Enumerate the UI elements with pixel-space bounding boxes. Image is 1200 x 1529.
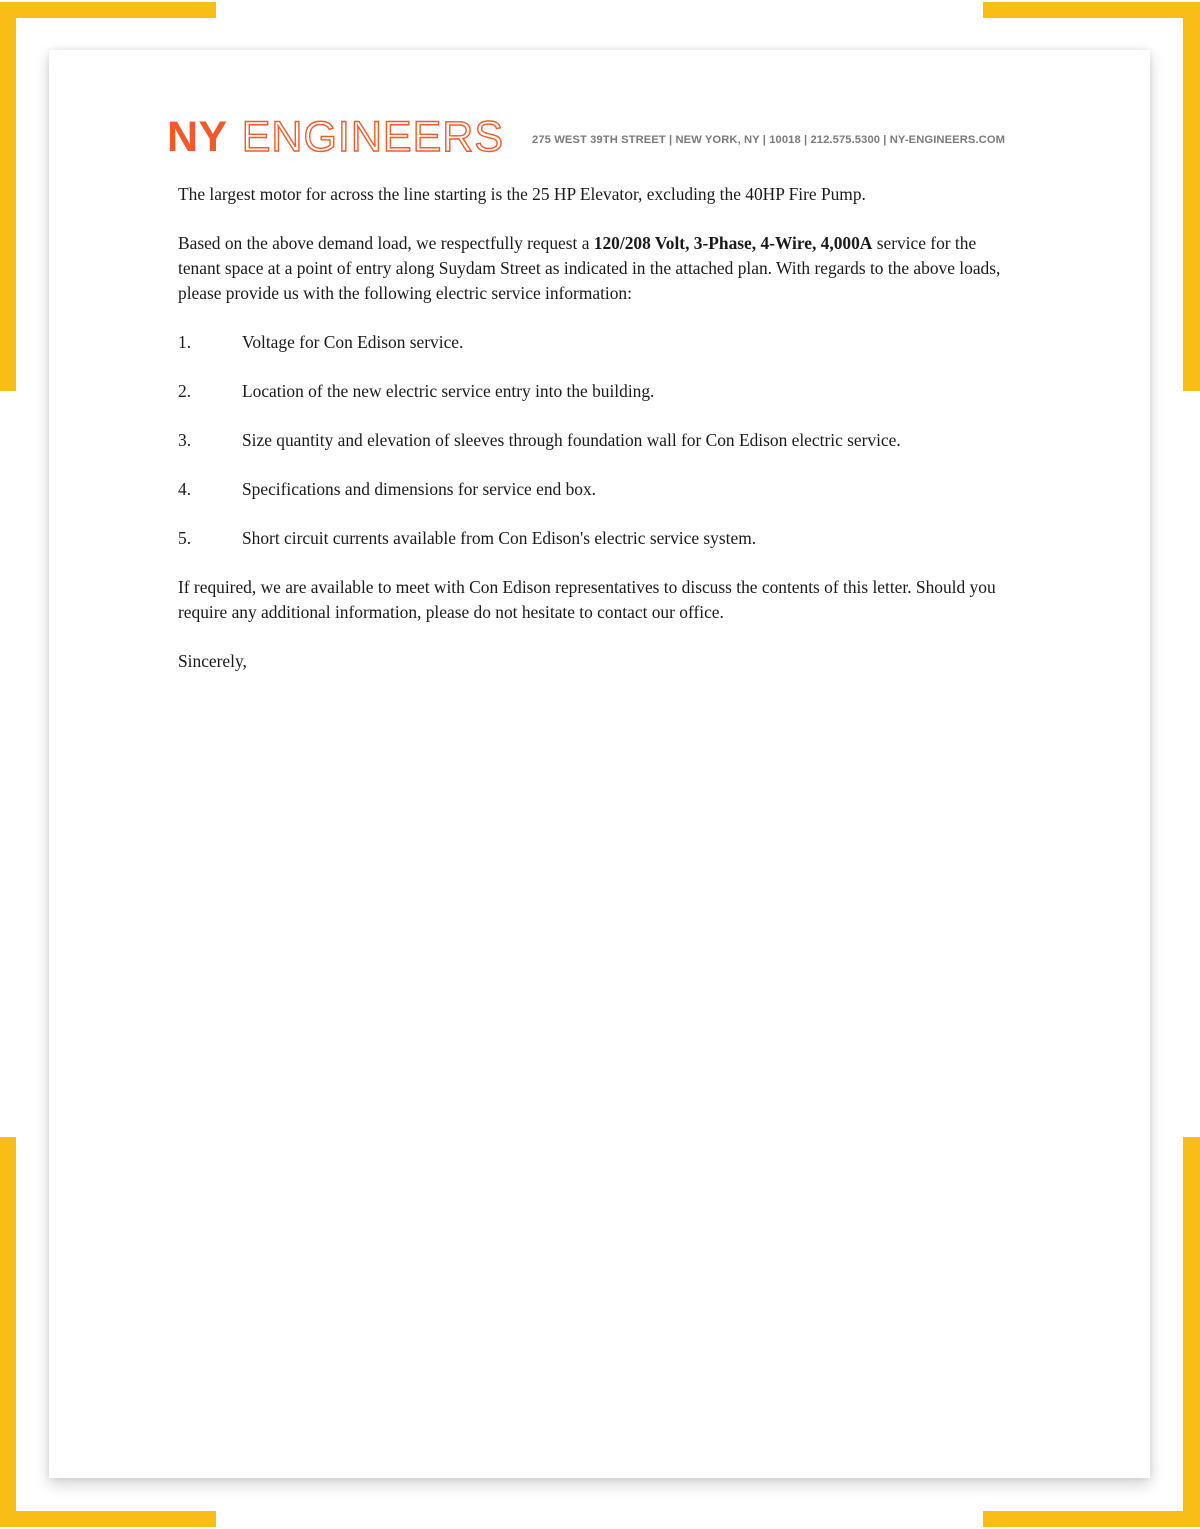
list-item-text: Location of the new electric service entry into the building.	[242, 381, 655, 401]
corner-bracket-top-left-horizontal	[0, 2, 216, 18]
list-item-number: 5.	[178, 528, 192, 548]
corner-bracket-top-left-vertical	[0, 2, 16, 391]
list-item-text: Voltage for Con Edison service.	[242, 332, 464, 352]
letter-body	[178, 182, 1008, 698]
list-item	[178, 428, 1008, 453]
service-request-suffix: service for the tenant space at a point of entry along Suydam Street as indicated in the attached plan. With regards to the above loads, please provide us with the following electric service information:	[178, 233, 1001, 303]
logo-ny: NY	[167, 112, 228, 161]
list-item	[178, 477, 1008, 502]
list-item	[178, 526, 1008, 551]
list-item-number: 1.	[178, 332, 192, 352]
list-item-number: 3.	[178, 430, 192, 450]
logo-engineers: ENGINEERS	[241, 112, 505, 161]
service-request-prefix: Based on the above demand load, we respectfully request a	[178, 233, 594, 253]
list-item-text: Short circuit currents available from Con Edison's electric service system.	[242, 528, 757, 548]
paragraph-largest-motor: The largest motor for across the line starting is the 25 HP Elevator, excluding the 40HP Fire Pump.	[178, 184, 866, 204]
corner-bracket-top-right-vertical	[1183, 2, 1200, 391]
service-spec-bold: 120/208 Volt, 3-Phase, 4-Wire, 4,000A	[593, 233, 873, 253]
paragraph-meeting-offer: If required, we are available to meet with Con Edison representatives to discuss the contents of this letter. Should you require any additional information, please do not hesitate to contact our office.	[178, 577, 996, 622]
list-item-number: 2.	[178, 381, 192, 401]
corner-bracket-top-right-horizontal	[983, 2, 1200, 18]
list-item	[178, 330, 1008, 355]
list-item	[178, 379, 1008, 404]
company-address: 275 WEST 39TH STREET | NEW YORK, NY | 10018 | 212.575.5300 | NY-ENGINEERS.COM	[532, 134, 1006, 146]
paragraph-service-request	[178, 231, 1008, 306]
corner-bracket-bottom-left-horizontal	[0, 1511, 216, 1527]
letterhead	[167, 114, 1005, 160]
corner-bracket-bottom-right-vertical	[1183, 1137, 1200, 1527]
company-logo	[167, 112, 505, 161]
list-item-text: Size quantity and elevation of sleeves through foundation wall for Con Edison electric service.	[242, 430, 901, 450]
closing-salutation: Sincerely,	[178, 651, 247, 671]
information-request-list	[178, 330, 1008, 551]
corner-bracket-bottom-left-vertical	[0, 1137, 16, 1527]
letter-page	[49, 50, 1150, 1478]
corner-bracket-bottom-right-horizontal	[983, 1511, 1200, 1527]
list-item-text: Specifications and dimensions for service end box.	[242, 479, 597, 499]
list-item-number: 4.	[178, 479, 192, 499]
